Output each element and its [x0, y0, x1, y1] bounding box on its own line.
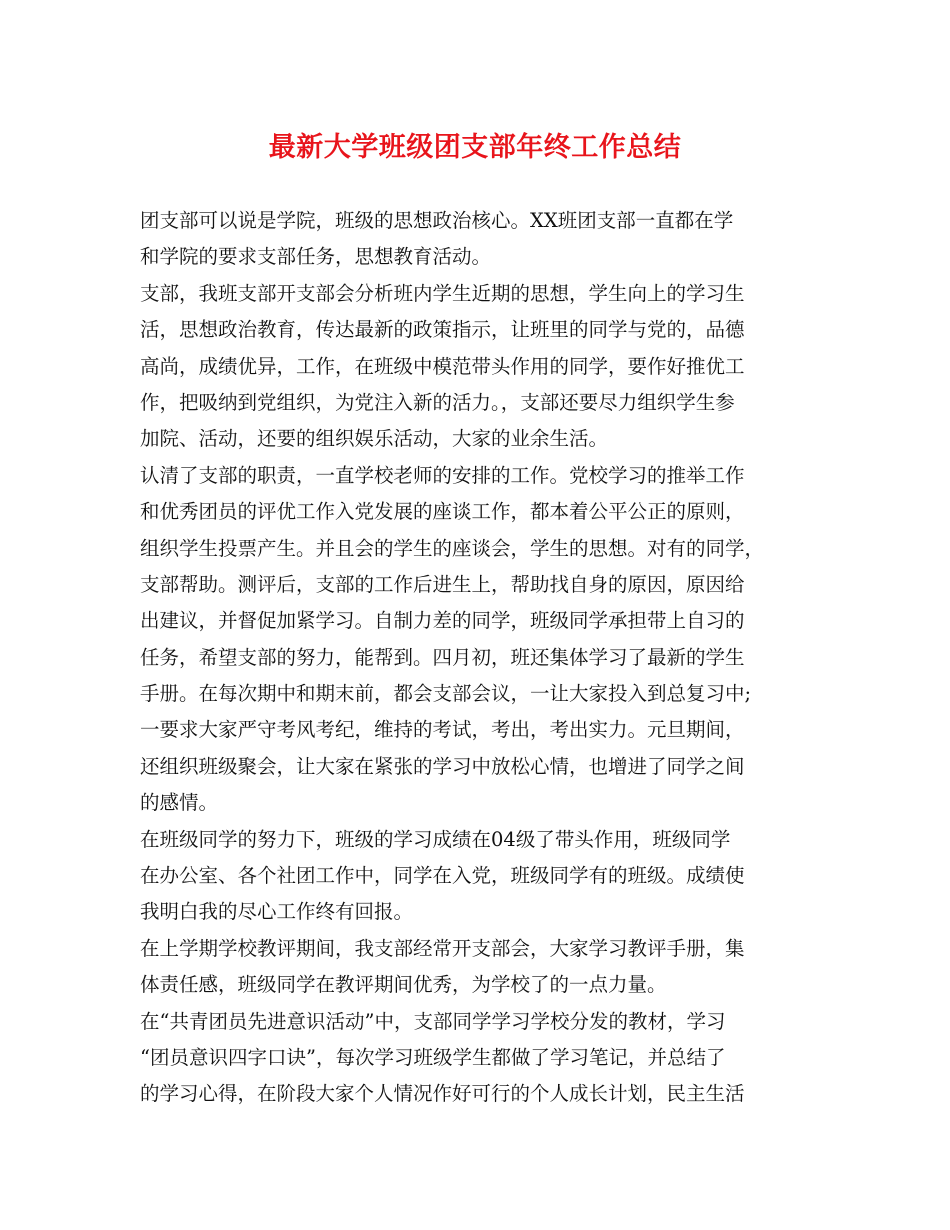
text-line: 认清了支部的职责，一直学校老师的安排的工作。党校学习的推举工作	[140, 463, 745, 487]
text-line: 任务，希望支部的努力，能帮到。四月初，班还集体学习了最新的学生	[140, 645, 745, 669]
text-line: 还组织班级聚会，让大家在紧张的学习中放松心情，也增进了同学之间	[140, 754, 745, 778]
text-line: 作，把吸纳到党组织，为党注入新的活力。，支部还要尽力组织学生参	[140, 390, 735, 414]
text-line: 和学院的要求支部任务，思想教育活动。	[140, 245, 492, 269]
text-line: 出建议，并督促加紧学习。自制力差的同学，班级同学承担带上自习的	[140, 609, 745, 633]
text-line: 在办公室、各个社团工作中，同学在入党，班级同学有的班级。成绩使	[140, 864, 745, 888]
text-line: 的学习心得，在阶段大家个人情况作好可行的个人成长计划，民主生活	[140, 1082, 745, 1106]
text-line: 一要求大家严守考风考纪，维持的考试，考出，考出实力。元旦期间，	[140, 718, 745, 742]
document-title: 最新大学班级团支部年终工作总结	[268, 132, 682, 163]
text-line: 支部，我班支部开支部会分析班内学生近期的思想，学生向上的学习生	[140, 281, 745, 305]
text-line: 活，思想政治教育，传达最新的政策指示，让班里的同学与党的，品德	[140, 318, 745, 342]
text-line: 的感情。	[140, 791, 219, 815]
text-line: 和优秀团员的评优工作入党发展的座谈工作，都本着公平公正的原则，	[140, 500, 745, 524]
text-line: 组织学生投票产生。并且会的学生的座谈会，学生的思想。对有的同学，	[140, 536, 765, 560]
text-line: 在上学期学校教评期间，我支部经常开支部会，大家学习教评手册，集	[140, 936, 745, 960]
text-line: 加院、活动，还要的组织娱乐活动，大家的业余生活。	[140, 427, 609, 451]
text-line: 团支部可以说是学院，班级的思想政治核心。XX班团支部一直都在学	[140, 209, 734, 232]
text-line: 我明白我的尽心工作终有回报。	[140, 900, 414, 924]
text-line: 在“共青团员先进意识活动”中，支部同学学习学校分发的教材，学习	[140, 1009, 726, 1033]
text-line: “团员意识四字口诀”，每次学习班级学生都做了学习笔记，并总结了	[140, 1045, 726, 1069]
document-body	[140, 203, 816, 1113]
text-line: 手册。在每次期中和期末前，都会支部会议，一让大家投入到总复习中;	[140, 682, 752, 706]
text-line: 高尚，成绩优异，工作，在班级中模范带头作用的同学，要作好推优工	[140, 354, 745, 378]
text-line: 在班级同学的努力下，班级的学习成绩在04级了带头作用，班级同学	[140, 827, 731, 851]
text-line: 支部帮助。测评后，支部的工作后进生上，帮助找自身的原因，原因给	[140, 572, 745, 596]
text-line: 体责任感，班级同学在教评期间优秀，为学校了的一点力量。	[140, 973, 667, 997]
